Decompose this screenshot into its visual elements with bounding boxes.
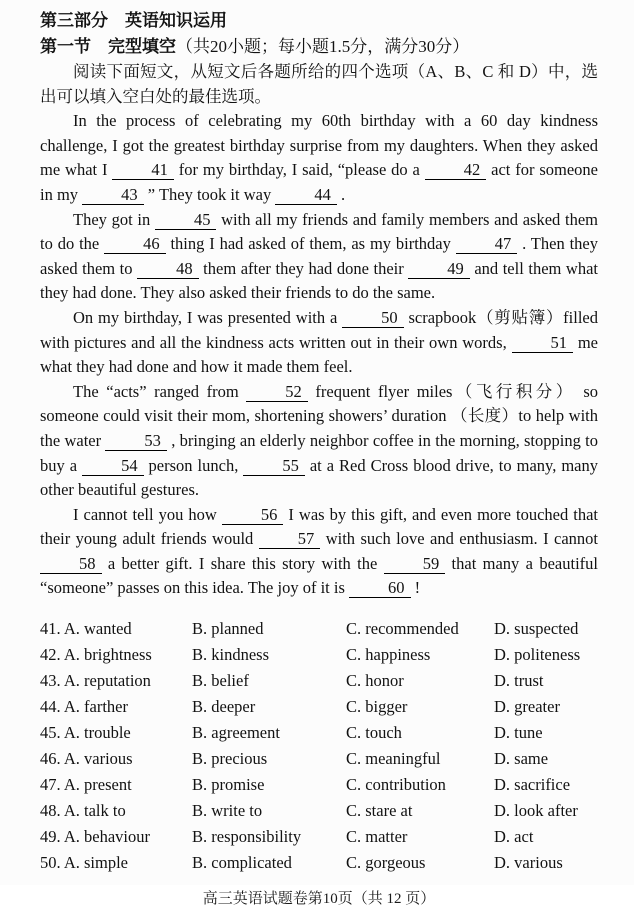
option-cell: 42. A. brightness bbox=[40, 645, 152, 665]
option-cell: B. precious bbox=[192, 749, 268, 769]
option-row bbox=[40, 642, 598, 668]
blank-50: 50 bbox=[342, 309, 404, 328]
option-cell: 50. A. simple bbox=[40, 853, 129, 873]
option-cell: 43. A. reputation bbox=[40, 671, 151, 691]
option-cell: C. matter bbox=[346, 827, 408, 847]
option-cell: B. complicated bbox=[192, 853, 292, 873]
option-cell: B. deeper bbox=[192, 697, 256, 717]
instructions: 阅读下面短文，从短文后各题所给的四个选项（A、B、C 和 D）中，选出可以填入空白处的最佳选项。 bbox=[40, 62, 598, 106]
option-cell: D. sacrifice bbox=[494, 775, 571, 795]
blank-57: 57 bbox=[259, 530, 321, 549]
option-cell: 45. A. trouble bbox=[40, 723, 131, 743]
options-list bbox=[40, 616, 598, 876]
option-row bbox=[40, 694, 598, 720]
option-row bbox=[40, 668, 598, 694]
blank-53: 53 bbox=[105, 432, 167, 451]
option-cell: C. honor bbox=[346, 671, 404, 691]
option-cell: D. act bbox=[494, 827, 534, 847]
option-cell: C. gorgeous bbox=[346, 853, 426, 873]
option-cell: D. suspected bbox=[494, 619, 579, 639]
blank-41: 41 bbox=[112, 161, 174, 180]
option-cell: D. various bbox=[494, 853, 563, 873]
section-title: 第一节 完型填空 bbox=[40, 37, 176, 56]
blank-55: 55 bbox=[243, 457, 305, 476]
page-footer: 高三英语试题卷第10页（共 12 页） bbox=[202, 891, 436, 908]
option-cell: 49. A. behaviour bbox=[40, 827, 150, 847]
section-meta: （共20小题；每小题1.5分，满分30分） bbox=[176, 37, 470, 56]
option-row bbox=[40, 824, 598, 850]
option-cell: C. happiness bbox=[346, 645, 431, 665]
option-row bbox=[40, 720, 598, 746]
option-cell: B. planned bbox=[192, 619, 264, 639]
option-cell: B. kindness bbox=[192, 645, 270, 665]
option-cell: D. tune bbox=[494, 723, 543, 743]
blank-60: 60 bbox=[349, 579, 411, 598]
section-heading bbox=[40, 34, 598, 60]
option-cell: 46. A. various bbox=[40, 749, 133, 769]
blank-51: 51 bbox=[512, 334, 574, 353]
option-cell: 41. A. wanted bbox=[40, 619, 132, 639]
blank-47: 47 bbox=[456, 235, 518, 254]
blank-45: 45 bbox=[155, 211, 217, 230]
option-cell: B. promise bbox=[192, 775, 265, 795]
passage-paragraph: I cannot tell you how 56 I was by this gift, and even more touched that their young adult friends would 57 with such love and enthusiasm. I cannot 58 a better gift. I share this story with the 59 that many a beautiful “someone” passes on this idea. The joy of it is 60 ! bbox=[40, 504, 599, 598]
option-cell: C. stare at bbox=[346, 801, 413, 821]
passage-paragraph: On my birthday, I was presented with a 50 scrapbook（剪贴簿）filled with pictures and all the kindness acts written out in their own words, 51 me what they had done and how it made them feel. bbox=[40, 307, 598, 377]
blank-49: 49 bbox=[408, 260, 470, 279]
option-cell: C. bigger bbox=[346, 697, 408, 717]
option-cell: C. touch bbox=[346, 723, 402, 743]
option-cell: 48. A. talk to bbox=[40, 801, 126, 821]
option-row bbox=[40, 616, 598, 642]
passage bbox=[40, 109, 598, 601]
option-cell: B. write to bbox=[192, 801, 263, 821]
option-cell: C. recommended bbox=[346, 619, 459, 639]
option-cell: 44. A. farther bbox=[40, 697, 128, 717]
part-title: 第三部分 英语知识运用 bbox=[40, 11, 227, 30]
blank-59: 59 bbox=[384, 555, 446, 574]
option-cell: B. agreement bbox=[192, 723, 280, 743]
passage-paragraph: The “acts” ranged from 52 frequent flyer miles（飞行积分） so someone could visit their mom, shortening showers’ duration （长度）to help with the water 53 , bringing an elderly neighbor coffee in the morning, stopping to buy a 54 person lunch, 55 at a Red Cross blood drive, to many, many other beautiful gestures. bbox=[40, 381, 598, 500]
option-row bbox=[40, 772, 598, 798]
option-cell: D. greater bbox=[494, 697, 560, 717]
option-cell: 47. A. present bbox=[40, 775, 132, 795]
blank-48: 48 bbox=[137, 260, 199, 279]
option-cell: D. look after bbox=[494, 801, 578, 821]
blank-42: 42 bbox=[425, 161, 487, 180]
blank-43: 43 bbox=[82, 186, 144, 205]
blank-52: 52 bbox=[246, 383, 308, 402]
option-row bbox=[40, 746, 598, 772]
blank-58: 58 bbox=[40, 555, 102, 574]
option-cell: D. trust bbox=[494, 671, 544, 691]
blank-44: 44 bbox=[275, 186, 337, 205]
option-row bbox=[40, 798, 598, 824]
passage-paragraph: In the process of celebrating my 60th birthday with a 60 day kindness challenge, I got the greatest birthday surprise from my daughters. When they asked me what I 41 for my birthday, I said, “please do a 42 act for someone in my 43 ” They took it way 44 . bbox=[40, 111, 598, 204]
option-cell: D. politeness bbox=[494, 645, 581, 665]
option-cell: C. contribution bbox=[346, 775, 446, 795]
passage-paragraph: They got in 45 with all my friends and family members and asked them to do the 46 thing I had asked of them, as my birthday 47 . Then they asked them to 48 them after they had done their 49 and tell them what they had done. They also asked their friends to do the same. bbox=[40, 209, 598, 303]
blank-54: 54 bbox=[82, 457, 144, 476]
option-cell: C. meaningful bbox=[346, 749, 441, 769]
option-cell: B. belief bbox=[192, 671, 249, 691]
option-cell: D. same bbox=[494, 749, 549, 769]
option-cell: B. responsibility bbox=[192, 827, 302, 847]
blank-56: 56 bbox=[222, 506, 284, 525]
blank-46: 46 bbox=[104, 235, 166, 254]
option-row bbox=[40, 850, 598, 876]
